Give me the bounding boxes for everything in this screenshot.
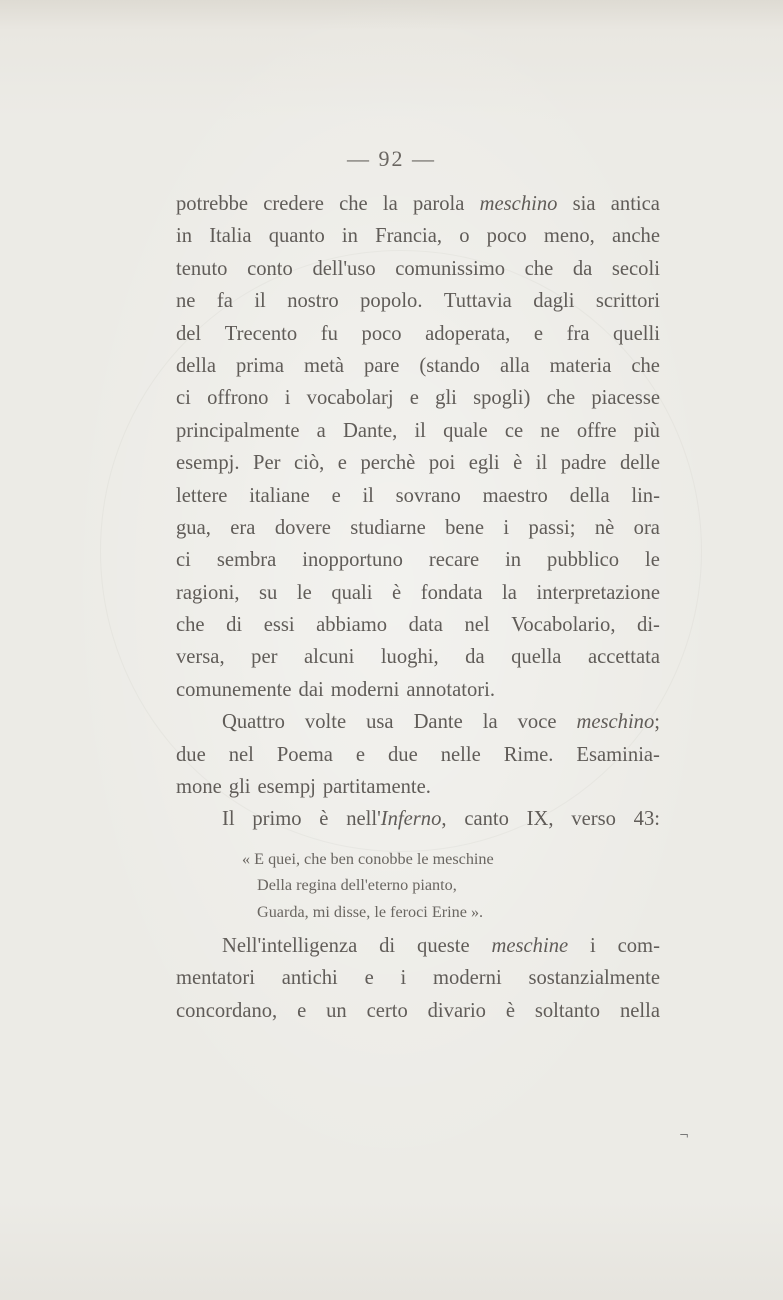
word: poi (428, 452, 456, 475)
word: mentatori (176, 967, 255, 990)
text-line (176, 930, 660, 962)
word: comunissimo (395, 257, 506, 280)
word: esempj (257, 776, 316, 799)
word: meschino; (576, 711, 660, 734)
word: Poema (276, 743, 333, 766)
text-line (176, 188, 660, 220)
word: antica (610, 193, 660, 215)
word: che (524, 257, 554, 280)
word: che (546, 387, 576, 410)
text-line (176, 447, 660, 479)
word: della (176, 354, 217, 377)
word: usa (366, 711, 394, 734)
word: Francia, (375, 225, 443, 248)
page-number: — 92 — (347, 146, 436, 171)
quote-line: « E quei, che ben conobbe le meschine (242, 850, 494, 868)
word: moderni (433, 967, 502, 990)
word: il (362, 484, 374, 507)
word: che (176, 614, 205, 637)
word: egli (468, 452, 500, 475)
text-line (176, 674, 660, 706)
body-text-bottom (176, 930, 660, 1027)
word: quelli (613, 322, 660, 345)
word: la (502, 581, 517, 604)
word: Dante (413, 711, 463, 734)
word: credere (263, 193, 324, 215)
word: queste (417, 935, 470, 957)
word: di (226, 614, 243, 637)
word: lettere (176, 484, 228, 507)
word: poco (361, 322, 402, 345)
word: secoli (611, 257, 660, 280)
paragraph-2 (176, 706, 660, 803)
text-line (176, 318, 660, 350)
word: Italia (209, 225, 252, 248)
word: il (254, 290, 266, 313)
word: maestro (482, 484, 548, 507)
word: ci (176, 549, 191, 572)
word: nostro (287, 290, 339, 313)
word: luoghi, (380, 646, 439, 669)
word: e (331, 484, 341, 507)
word: su (259, 581, 278, 604)
word: Tuttavia (443, 290, 512, 313)
word: interpretazione (536, 581, 660, 604)
word: IX, (526, 808, 554, 831)
text-line (176, 382, 660, 414)
word: un (326, 999, 347, 1022)
word: ce (504, 419, 524, 442)
word: del (176, 322, 202, 345)
word: Il (222, 808, 235, 831)
word: nella (619, 999, 660, 1022)
word: la (382, 193, 398, 215)
block-quote (242, 846, 602, 925)
word: che (631, 354, 660, 377)
word: per (251, 646, 278, 669)
word: sovrano (395, 484, 461, 507)
text-line (176, 609, 660, 641)
word: due (387, 743, 418, 766)
word: studiarne (350, 516, 426, 539)
word: recare (428, 549, 480, 572)
text-line (176, 771, 660, 803)
word: data (408, 614, 443, 637)
word: popolo. (360, 290, 423, 313)
word: o (459, 225, 470, 248)
word: dell'uso (312, 257, 376, 280)
word: è (505, 999, 515, 1022)
word: in (505, 549, 522, 572)
text-line (176, 544, 660, 576)
word: è (392, 581, 402, 604)
word: ragioni, (176, 581, 240, 604)
word: vocabolarj (306, 387, 394, 410)
body-text-top (176, 188, 660, 836)
word: e (337, 452, 347, 475)
word: è (319, 808, 329, 831)
word: offre (576, 419, 617, 442)
word: bene (445, 516, 484, 539)
word: canto (464, 808, 509, 831)
word: della (569, 484, 610, 507)
word: gli (228, 776, 251, 799)
word: pubblico (547, 549, 620, 572)
word: gua, (176, 516, 211, 539)
word: passi; (528, 516, 576, 539)
word: fra (566, 322, 590, 345)
word: conto (247, 257, 293, 280)
italic-word: meschino (576, 711, 655, 734)
word: poco (486, 225, 527, 248)
word (480, 188, 558, 220)
word: le (296, 581, 312, 604)
word: è (513, 452, 523, 475)
word: il (414, 419, 426, 442)
word: concordano, (176, 999, 278, 1022)
word: i (590, 935, 596, 957)
word: due (176, 743, 206, 766)
text-line (176, 641, 660, 673)
word: fa (216, 290, 233, 313)
word: lin- (631, 484, 660, 507)
word: più (633, 419, 660, 442)
word: soltanto (534, 999, 601, 1022)
word: mone (176, 776, 222, 799)
word: dovere (274, 516, 331, 539)
word: ora (633, 516, 660, 539)
word: principalmente (176, 419, 300, 442)
word: abbiamo (316, 614, 388, 637)
text-line (176, 415, 660, 447)
word: offrono (207, 387, 269, 410)
word: anche (611, 225, 660, 248)
word: sembra (216, 549, 277, 572)
word: tenuto (176, 257, 228, 280)
word: da (572, 257, 593, 280)
word: 43: (633, 808, 660, 831)
word: metà (303, 354, 345, 377)
word: versa, (176, 646, 225, 669)
word: e (533, 322, 544, 345)
text-line (176, 253, 660, 285)
word: in (176, 225, 193, 248)
word: e (297, 999, 307, 1022)
word: nell'Inferno, (346, 808, 447, 831)
word: spogli) (473, 387, 531, 410)
word: alla (499, 354, 530, 377)
word: moderni (330, 678, 400, 701)
word: quali (331, 581, 373, 604)
word: materia (549, 354, 612, 377)
word: ciò, (293, 452, 325, 475)
word: quale (443, 419, 488, 442)
word: (stando (419, 354, 480, 377)
word: fondata (420, 581, 483, 604)
text-line (176, 962, 660, 994)
word: i (400, 967, 407, 990)
word: nel (228, 743, 254, 766)
word: fu (320, 322, 338, 345)
word: gli (435, 387, 457, 410)
paragraph-3 (176, 803, 660, 835)
word: di (379, 935, 396, 957)
word: alcuni (303, 646, 355, 669)
word: comunemente (176, 678, 292, 701)
text-line (176, 285, 660, 317)
word: meno, (543, 225, 595, 248)
word: esempj. (176, 452, 240, 475)
word: e (409, 387, 419, 410)
text-line (176, 739, 660, 771)
word: ne (540, 419, 560, 442)
word: la (482, 711, 498, 734)
text-line (176, 577, 660, 609)
word: adoperata, (425, 322, 511, 345)
word: e (355, 743, 366, 766)
word: quella (511, 646, 562, 669)
word: nelle (440, 743, 481, 766)
word: com- (617, 935, 660, 957)
margin-mark: ¬ (679, 1128, 690, 1142)
word: accettata (587, 646, 660, 669)
word: volte (304, 711, 347, 734)
word: da (465, 646, 485, 669)
word: ne (176, 290, 196, 313)
word: scrittori (595, 290, 660, 313)
text-line (176, 995, 660, 1027)
word: dagli (533, 290, 575, 313)
italic-word: meschine (491, 935, 569, 957)
word (492, 930, 569, 962)
text-line (176, 803, 660, 835)
word: inopportuno (302, 549, 403, 572)
word: Per (253, 452, 281, 475)
quote-line: Della regina dell'eterno pianto, (257, 876, 457, 895)
italic-word: Inferno (380, 808, 442, 831)
quote-line: Guarda, mi disse, le feroci Erine ». (257, 902, 484, 921)
word: il (535, 452, 548, 475)
word: primo (252, 808, 302, 831)
italic-word: meschino (479, 193, 558, 215)
word: Rime. (503, 743, 554, 766)
word: che (339, 193, 368, 215)
word: Nell'intelligenza (222, 935, 358, 957)
word: in (341, 225, 358, 248)
word: essi (263, 614, 295, 637)
text-line (176, 350, 660, 382)
word: prima (235, 354, 285, 377)
word: dai (298, 678, 324, 701)
word: a (316, 419, 326, 442)
word: delle (619, 452, 660, 475)
word: partitamente. (322, 776, 431, 799)
word: parola (412, 193, 465, 215)
word: divario (427, 999, 486, 1022)
word: sia (572, 193, 596, 215)
word: perchè (360, 452, 416, 475)
word: piacesse (591, 387, 660, 410)
word: italiane (249, 484, 310, 507)
word: certo (366, 999, 408, 1022)
word: antichi (281, 967, 338, 990)
word: i (503, 516, 510, 539)
word: quanto (268, 225, 325, 248)
word: Esaminia- (576, 743, 660, 766)
word: Dante, (342, 419, 398, 442)
word: Quattro (222, 711, 285, 734)
word: voce (517, 711, 557, 734)
paragraph-1 (176, 188, 660, 706)
word: potrebbe (176, 193, 249, 215)
word: ci (176, 387, 191, 410)
word: sostanzialmente (528, 967, 660, 990)
word: era (230, 516, 256, 539)
word: verso (571, 808, 616, 831)
paragraph-4 (176, 930, 660, 1027)
word: di- (637, 614, 660, 637)
text-line (176, 706, 660, 738)
word: padre (560, 452, 607, 475)
text-line (176, 480, 660, 512)
word: annotatori. (406, 678, 495, 701)
word: i (284, 387, 291, 410)
text-line (176, 220, 660, 252)
word: nè (594, 516, 615, 539)
word: e (364, 967, 374, 990)
word: nel (464, 614, 490, 637)
text-line (176, 512, 660, 544)
word: le (645, 549, 660, 572)
word: pare (363, 354, 400, 377)
word: Trecento (224, 322, 298, 345)
word: Vocabolario, (511, 614, 616, 637)
